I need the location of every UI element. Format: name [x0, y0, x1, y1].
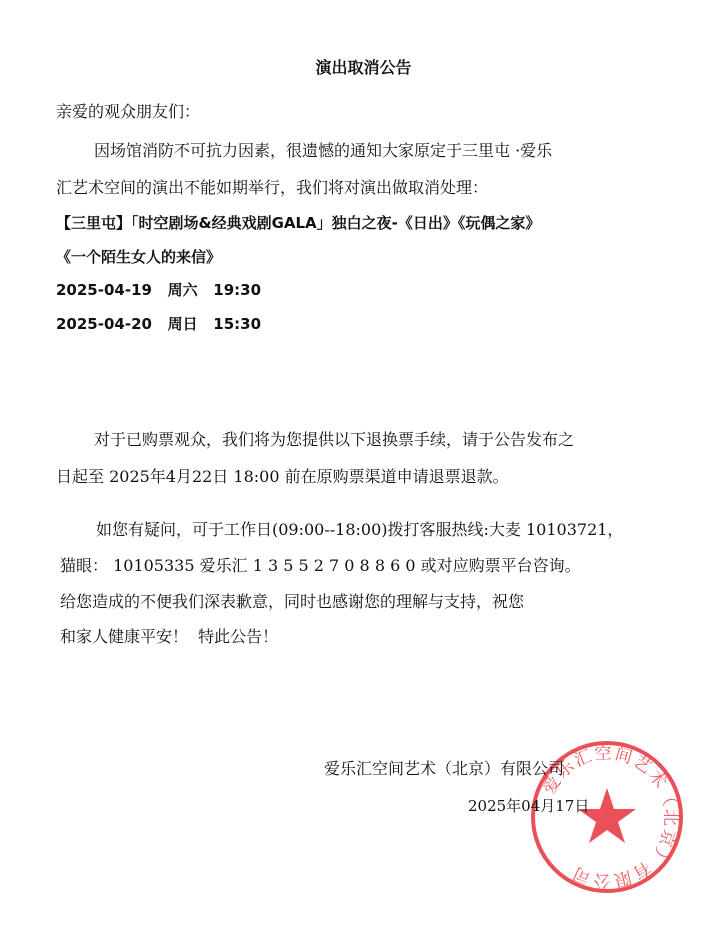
- paragraph2-line2: 日起至 2025年4月22日 18:00 前在原购票渠道申请退票退款。: [56, 467, 509, 486]
- session-2: 2025-04-20 周日 15:30: [56, 315, 262, 333]
- paragraph3-line1: 如您有疑问，可于工作日(09:00--18:00)拨打客服热线:大麦 10103721，: [96, 520, 624, 539]
- show-title-line1: 【三里屯】「时空剧场&经典戏剧GALA」独白之夜-《日出》《玩偶之家》: [56, 214, 541, 232]
- paragraph1-line1: 因场馆消防不可抗力因素，很遗憾的通知大家原定于三里屯 ·爱乐: [94, 141, 553, 160]
- paragraph1-line2: 汇艺术空间的演出不能如期举行，我们将对演出做取消处理：: [56, 178, 489, 197]
- paragraph3-line3: 给您造成的不便我们深表歉意，同时也感谢您的理解与支持，祝您: [60, 592, 525, 611]
- session-1: 2025-04-19 周六 19:30: [56, 281, 262, 299]
- signature-date: 2025年04月17日: [468, 797, 590, 815]
- seal-text: 爱乐汇空间艺术（北京）有限公司: [539, 743, 681, 891]
- notice-title: 演出取消公告: [315, 58, 412, 77]
- greeting: 亲爱的观众朋友们：: [56, 102, 201, 121]
- signature-company: 爱乐汇空间艺术（北京）有限公司: [324, 759, 565, 778]
- show-title-line2: 《一个陌生女人的来信》: [56, 248, 222, 266]
- paragraph2-line1: 对于已购票观众，我们将为您提供以下退换票手续，请于公告发布之: [94, 430, 575, 449]
- paragraph3-line4: 和家人健康平安！ 特此公告！: [60, 627, 279, 646]
- paragraph3-line2: 猫眼： 10105335 爱乐汇 1 3 5 5 2 7 0 8 8 6 0 或对应购票平台咨询。: [60, 556, 581, 575]
